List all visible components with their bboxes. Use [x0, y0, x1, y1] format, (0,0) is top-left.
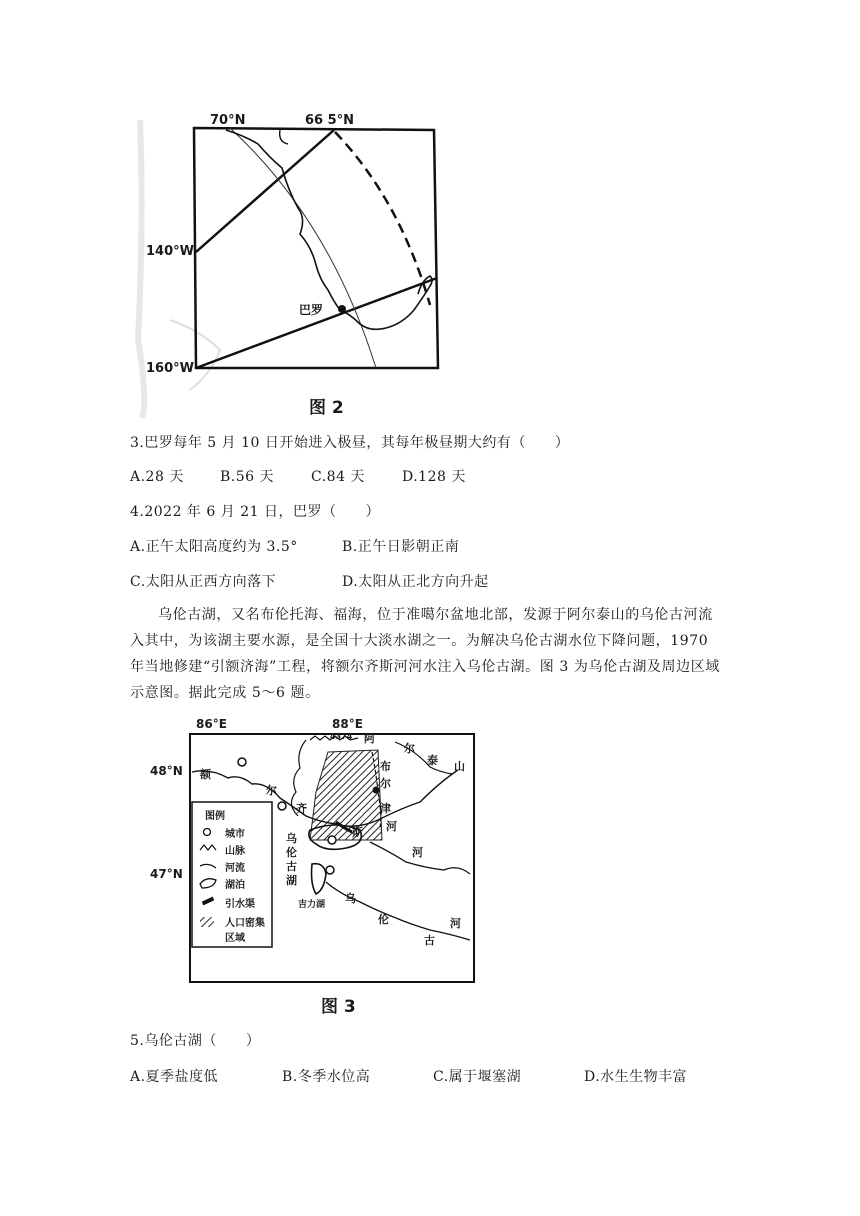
legend-river: 河流	[225, 863, 245, 874]
legend-city-symbol	[204, 829, 211, 836]
label-lun: 伦	[378, 913, 389, 926]
legend-lake: 湖泊	[225, 880, 245, 891]
parallel-thin	[230, 128, 376, 368]
legend-canal: 引水渠	[225, 899, 255, 910]
label-lake-1: 乌	[286, 832, 297, 845]
label-lake-3: 古	[286, 860, 297, 873]
map-frame	[194, 128, 438, 368]
legend-dense-symbol	[200, 917, 214, 927]
label-si: 斯	[352, 826, 363, 839]
q3-stem: 3.巴罗每年 5 月 10 日开始进入极昼，其每年极昼期大约有（ ）	[130, 435, 570, 451]
label-lake-2: 伦	[286, 846, 297, 859]
label-er: 尔	[404, 742, 415, 755]
label-shan: 山	[454, 760, 465, 773]
legend-city: 城市	[225, 829, 245, 840]
label-140w: 140°W	[146, 244, 194, 259]
q5-option-c[interactable]: C.属于堰塞湖	[433, 1069, 522, 1085]
label-47n: 47°N	[150, 867, 183, 881]
label-160w: 160°W	[146, 361, 194, 376]
label-88e: 88°E	[332, 717, 363, 731]
barrow-city-dot	[338, 305, 346, 313]
legend-dense: 人口密集	[225, 918, 265, 929]
q5-option-b[interactable]: B.冬季水位高	[282, 1069, 371, 1085]
label-jili: 吉力湖	[298, 900, 326, 910]
legend-mountain: 山脉	[225, 846, 245, 857]
q4-option-c[interactable]: C.太阳从正西方向落下	[130, 574, 277, 590]
label-86e: 86°E	[196, 717, 227, 731]
legend-title: 图例	[205, 811, 225, 822]
label-a: 阿	[364, 732, 375, 745]
label-he1: 河	[386, 820, 397, 833]
passage-text: 乌伦古湖，又名布伦托海、福海，位于准噶尔盆地北部，发源于阿尔泰山的乌伦古河流入其中，为该湖主要水源，是全国十大淡水湖之一。为解决乌伦古湖水位下降问题，1970 年当地修建“引额济海”工程，将额尔齐斯河河水注入乌伦古湖。图 3 为乌伦古湖及周边区域示意图。据此完成 5～6 题。	[130, 607, 720, 701]
coastline-2	[280, 130, 288, 144]
label-qi: 齐	[296, 802, 307, 815]
jili-lake	[312, 864, 327, 894]
q3-option-a[interactable]: A.28 天	[130, 469, 184, 485]
label-665n: 66 5°N	[305, 113, 355, 128]
q5-option-d[interactable]: D.水生生物丰富	[584, 1069, 688, 1085]
label-lake-4: 湖	[286, 874, 297, 887]
meridian-140w	[196, 130, 334, 252]
city-dot-2	[278, 802, 286, 810]
city-dot-3	[328, 836, 336, 844]
label-er2: 尔	[266, 784, 277, 797]
figure-2	[130, 100, 450, 420]
label-peak: 4374	[330, 732, 353, 741]
q5-stem: 5.乌伦古湖（ ）	[130, 1033, 261, 1049]
scan-smudge	[138, 120, 144, 418]
label-he2: 河	[412, 846, 423, 859]
label-48n: 48°N	[150, 764, 183, 778]
q4-stem: 4.2022 年 6 月 21 日，巴罗（ ）	[130, 504, 380, 520]
city-dot-5	[373, 787, 380, 794]
figure-3	[140, 712, 480, 987]
meridian-160w	[196, 278, 437, 368]
city-dot-1	[238, 758, 246, 766]
city-dot-4	[326, 866, 334, 874]
q4-option-a[interactable]: A.正午太阳高度约为 3.5°	[130, 539, 298, 555]
label-wu: 乌	[345, 892, 356, 905]
label-er3: 尔	[380, 777, 391, 790]
q5-option-a[interactable]: A.夏季盐度低	[130, 1069, 219, 1085]
label-bu: 布	[380, 760, 391, 773]
label-barrow: 巴罗	[299, 303, 324, 317]
q3-option-c[interactable]: C.84 天	[311, 469, 365, 485]
q4-option-d[interactable]: D.太阳从正北方向升起	[342, 574, 489, 590]
q3-option-b[interactable]: B.56 天	[220, 469, 275, 485]
label-gu: 古	[424, 934, 435, 947]
label-tai: 泰	[427, 754, 438, 767]
q4-option-b[interactable]: B.正午日影朝正南	[342, 539, 460, 555]
label-e: 额	[200, 768, 211, 781]
label-70n: 70°N	[210, 113, 246, 128]
q3-option-d[interactable]: D.128 天	[402, 469, 466, 485]
figure-3-caption: 图 3	[321, 997, 356, 1017]
figure-2-caption: 图 2	[309, 398, 344, 418]
legend-dense-2: 区域	[225, 933, 245, 944]
label-jin: 津	[380, 802, 391, 815]
label-he3: 河	[450, 917, 461, 930]
arctic-circle-dashed	[335, 132, 430, 305]
